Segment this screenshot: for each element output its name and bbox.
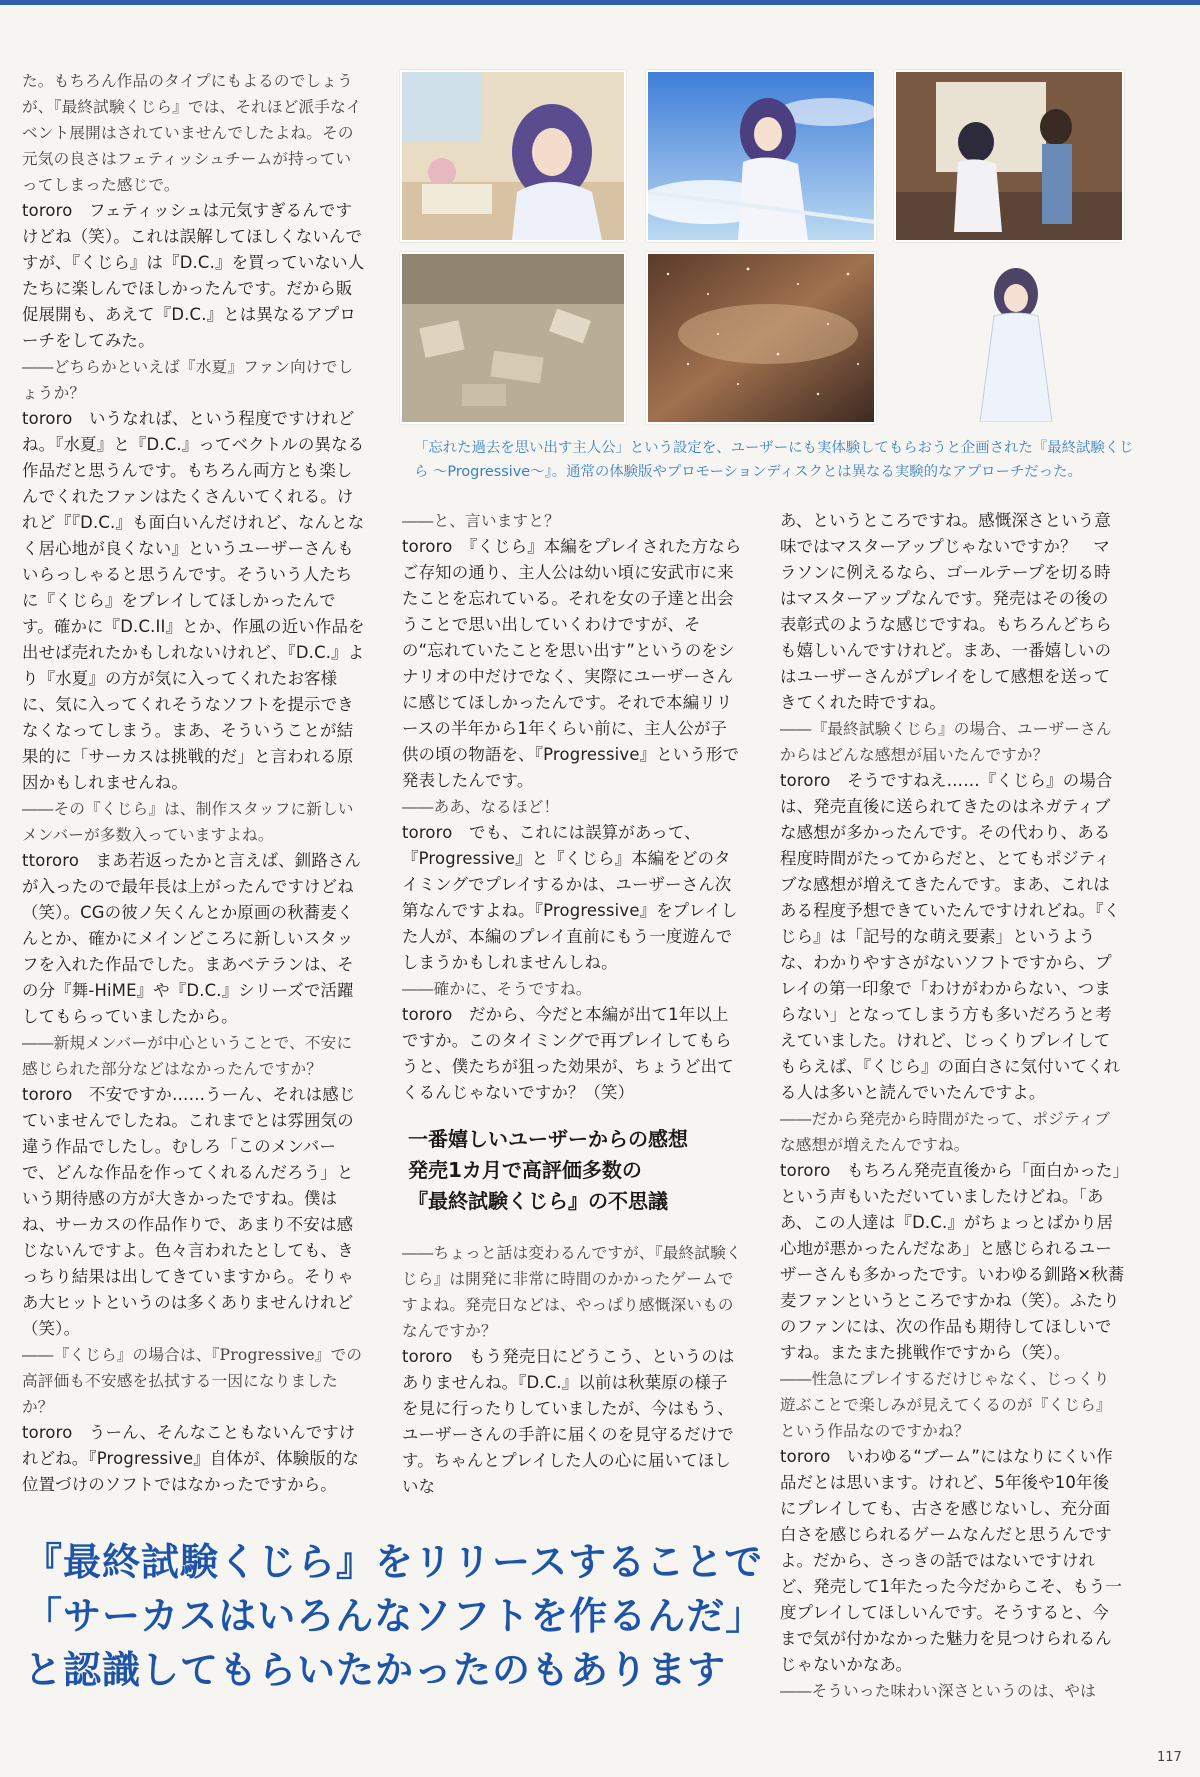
game-cg-girl-sky [646, 70, 876, 242]
interview-answer: tororo 『くじら』本編をプレイされた方ならご存知の通り、主人公は幼い頃に安武市に来たことを忘れている。それを女の子達と出会うことで思い出していくわけですが、その“忘れていたことを思い出す”というのをシナリオの中だけでなく、実際にユーザーさんに感じてほしかったんです。それで本編リリースの半年から1年くらい前に、主人公が子供の頃の物語を、『Progressive』という形で発表したんです。 [402, 537, 742, 790]
interview-question: ――『くじら』の場合は、『Progressive』での高評価も不安感を払拭する一因になりましたか？ [22, 1346, 363, 1416]
top-rule [0, 0, 1200, 5]
middle-column [402, 508, 742, 1106]
game-cg-girl-room [400, 70, 626, 242]
interview-answer: tororo うーん、そんなこともないんですけれどね。『Progressive』自体が、体験版的な位置づけのソフトではなかったですから。 [22, 1423, 360, 1494]
interview-question: ――確かに、そうですね。 [402, 980, 592, 998]
section-heading [408, 1124, 748, 1217]
interview-question: ――性急にプレイするだけじゃなく、じっくり遊ぶことで楽しみが見えてくるのが『くじら』という作品なのですかね？ [780, 1370, 1112, 1440]
interview-answer: tororo でも、これには誤算があって、『Progressive』と『くじら』本編をどのタイミングでプレイするかは、ユーザーさん次第なんですよね。『Progressive』をプレイした人が、本編のプレイ直前にもう一度遊んでしまうかもしれませんしね。 [402, 823, 738, 972]
interview-question: ――どちらかといえば『水夏』ファン向けでしょうか？ [22, 358, 354, 402]
interview-question: ――『最終試験くじら』の場合、ユーザーさんからはどんな感想が届いたんですか？ [780, 720, 1112, 764]
interview-answer: tororo もう発売日にどうこう、というのはありませんね。『D.C.』以前は秋葉原の様子を見に行ったりしていましたが、今はもう、ユーザーさんの手許に届くのを見守るだけです。ちゃんとプレイした人の心に届いてほしいな [402, 1347, 735, 1496]
game-cg-starry-sky [646, 252, 876, 424]
section-heading-line: 発売1カ月で高評価多数の [408, 1158, 642, 1182]
interview-question: ――そういった味わい深さというのは、やは [780, 1682, 1096, 1700]
interview-question: ――ちょっと話は変わるんですが、『最終試験くじら』は開発に非常に時間のかかったゲームですよね。発売日などは、やっぱり感慨深いものなんですか？ [402, 1244, 742, 1340]
interview-answer: tororo フェティッシュは元気すぎるんですけどね（笑）。これは誤解してほしくないんですが、『くじら』は『D.C.』を買っていない人たちに楽しんでほしかったんです。だから販促展開も、あえて『D.C.』とは異なるアプローチをしてみた。 [22, 201, 365, 350]
character-illustration-girl [894, 252, 1124, 424]
interview-answer: tororo いわゆる“ブーム”にはなりにくい作品だとは思います。けれど、5年後や10年後にプレイしても、古さを感じないし、充分面白さを感じられるゲームなんだと思うんですよ。だから、さっきの話ではないですけれど、発売して1年たった今だからこそ、もう一度プレイしてほしいんです。そうすると、今まで気が付かなかった魅力を見つけられるんじゃないかなあ。 [780, 1447, 1123, 1674]
photo-caption: 「忘れた過去を思い出す主人公」という設定を、ユーザーにも実体験してもらおうと企画された『最終試験くじら ～Progressive～』。通常の体験版やプロモーションディスクとは異なる実験的なアプローチだった。 [414, 440, 1134, 480]
interview-answer: tororo いうなれば、という程度ですけれどね。『水夏』と『D.C.』ってベクトルの異なる作品だと思うんです。もちろん両方とも楽しんでくれたファンはたくさんいてくれる。けれど『『D.C.』も面白いんだけれど、なんとなく居心地が良くない』というユーザーさんもいらっしゃると思うんです。そういう人たちに『くじら』をプレイしてほしかったんです。確かに『D.C.II』とか、作風の近い作品を出せば売れたかもしれないけれど、『D.C.』より『水夏』の方が気に入ってくれたお客様に、気に入ってくれそうなソフトを提示できなくなってしまう。まあ、そういうことが結果的に「サーカスは挑戦的だ」と言われる原因かもしれませんね。 [22, 409, 365, 792]
pull-quote [24, 1535, 765, 1697]
middle-column-part-1 [402, 508, 742, 1106]
left-column [22, 68, 367, 1498]
interview-question: ――ああ、なるほど！ [402, 798, 560, 816]
interview-question: ――新規メンバーが中心ということで、不安に感じられた部分などはなかったんですか？ [22, 1034, 353, 1078]
interview-answer: tororo そうですねえ……『くじら』の場合は、発売直後に送られてきたのはネガティブな感想が多かったんです。その代わり、ある程度時間がたってからだと、とてもポジティブな感想が増えてきたんです。まあ、これはある程度予想できていたんですけれどね。『くじら』は「記号的な萌え要素」というような、わかりやすさがないソフトですから、プレイの第一印象で「わけがわからない、つまらない」となってしまう方も多いだろうと考えていました。けれど、じっくりプレイしてもらえば、『くじら』の面白さに気付いてくれる人は多いと読んでいたんですよ。 [780, 771, 1121, 1102]
game-cg-children-window [894, 70, 1124, 242]
interview-answer: あ、というところですね。感慨深さという意味ではマスターアップじゃないですか？ マラソンに例えるなら、ゴールテープを切る時はマスターアップなんです。発売はその後の表彰式のような感じですね。もちろんどちらも嬉しいんですけれど。まあ、一番嬉しいのはユーザーさんがプレイをして感想を送ってきてくれた時ですね。 [780, 511, 1112, 712]
interview-question: た。もちろん作品のタイプにもよるのでしょうが、『最終試験くじら』では、それほど派手なイベント展開はされていませんでしたよね。その元気の良さはフェティッシュチームが持っていってしまった感じで。 [22, 72, 362, 194]
interview-answer: ttororo まあ若返ったかと言えば、釧路さんが入ったので最年長は上がったんですけどね（笑）。CGの彼ノ矢くんとか原画の秋蕎麦くんとか、確かにメインどころに新しいスタッフを入れた作品でした。まあベテランは、その分『舞-HiME』や『D.C.』シリーズで活躍してもらっていましたから。 [22, 851, 362, 1026]
right-column [780, 508, 1125, 1704]
pull-quote-line: 『最終試験くじら』をリリースすることで [24, 1540, 764, 1584]
middle-column-part-2 [402, 1240, 742, 1500]
screenshot-gallery [400, 70, 1126, 422]
interview-answer: tororo だから、今だと本編が出て1年以上ですか。このタイミングで再プレイしてもらうと、僕たちが狙った効果が、ちょうど出てくるんじゃないですか？（笑） [402, 1005, 734, 1102]
section-heading-line: 『最終試験くじら』の不思議 [408, 1189, 668, 1213]
game-cg-messy-room [400, 252, 626, 424]
interview-answer: tororo もちろん発売直後から「面白かった」という声もいただいていましたけどね。「ああ、この人達は『D.C.』がちょっとばかり居心地が悪かったんだなあ」と感じられるユーザーさんも多かったです。いわゆる釧路×秋蕎麦ファンというところですかね（笑）。ふたりのファンには、次の作品も期待してほしいですね。またまた挑戦作ですから（笑）。 [780, 1161, 1125, 1362]
pull-quote-line: と認識してもらいたかったのもあります [24, 1648, 727, 1692]
interview-answer: tororo 不安ですか……うーん、それは感じていませんでしたね。これまでとは雰囲気の違う作品でしたし。むしろ「このメンバーで、どんな作品を作ってくれるんだろう」という期待感の方が大きかったですね。僕はね、サーカスの作品作りで、あまり不安は感じないんですよ。色々言われたとしても、きっちり結果は出してきていますから。そりゃあ大ヒットというのは多くありませんけれど（笑）。 [22, 1085, 356, 1338]
page-number: 117 [1157, 1750, 1182, 1765]
interview-question: ――と、言いますと？ [402, 512, 560, 530]
pull-quote-line: 「サーカスはいろんなソフトを作るんだ」 [24, 1594, 765, 1638]
section-heading-line: 一番嬉しいユーザーからの感想 [408, 1127, 688, 1151]
interview-question: ――だから発売から時間がたって、ポジティブな感想が増えたんですね。 [780, 1110, 1111, 1154]
interview-question: ――その『くじら』は、制作スタッフに新しいメンバーが多数入っていますよね。 [22, 800, 354, 844]
